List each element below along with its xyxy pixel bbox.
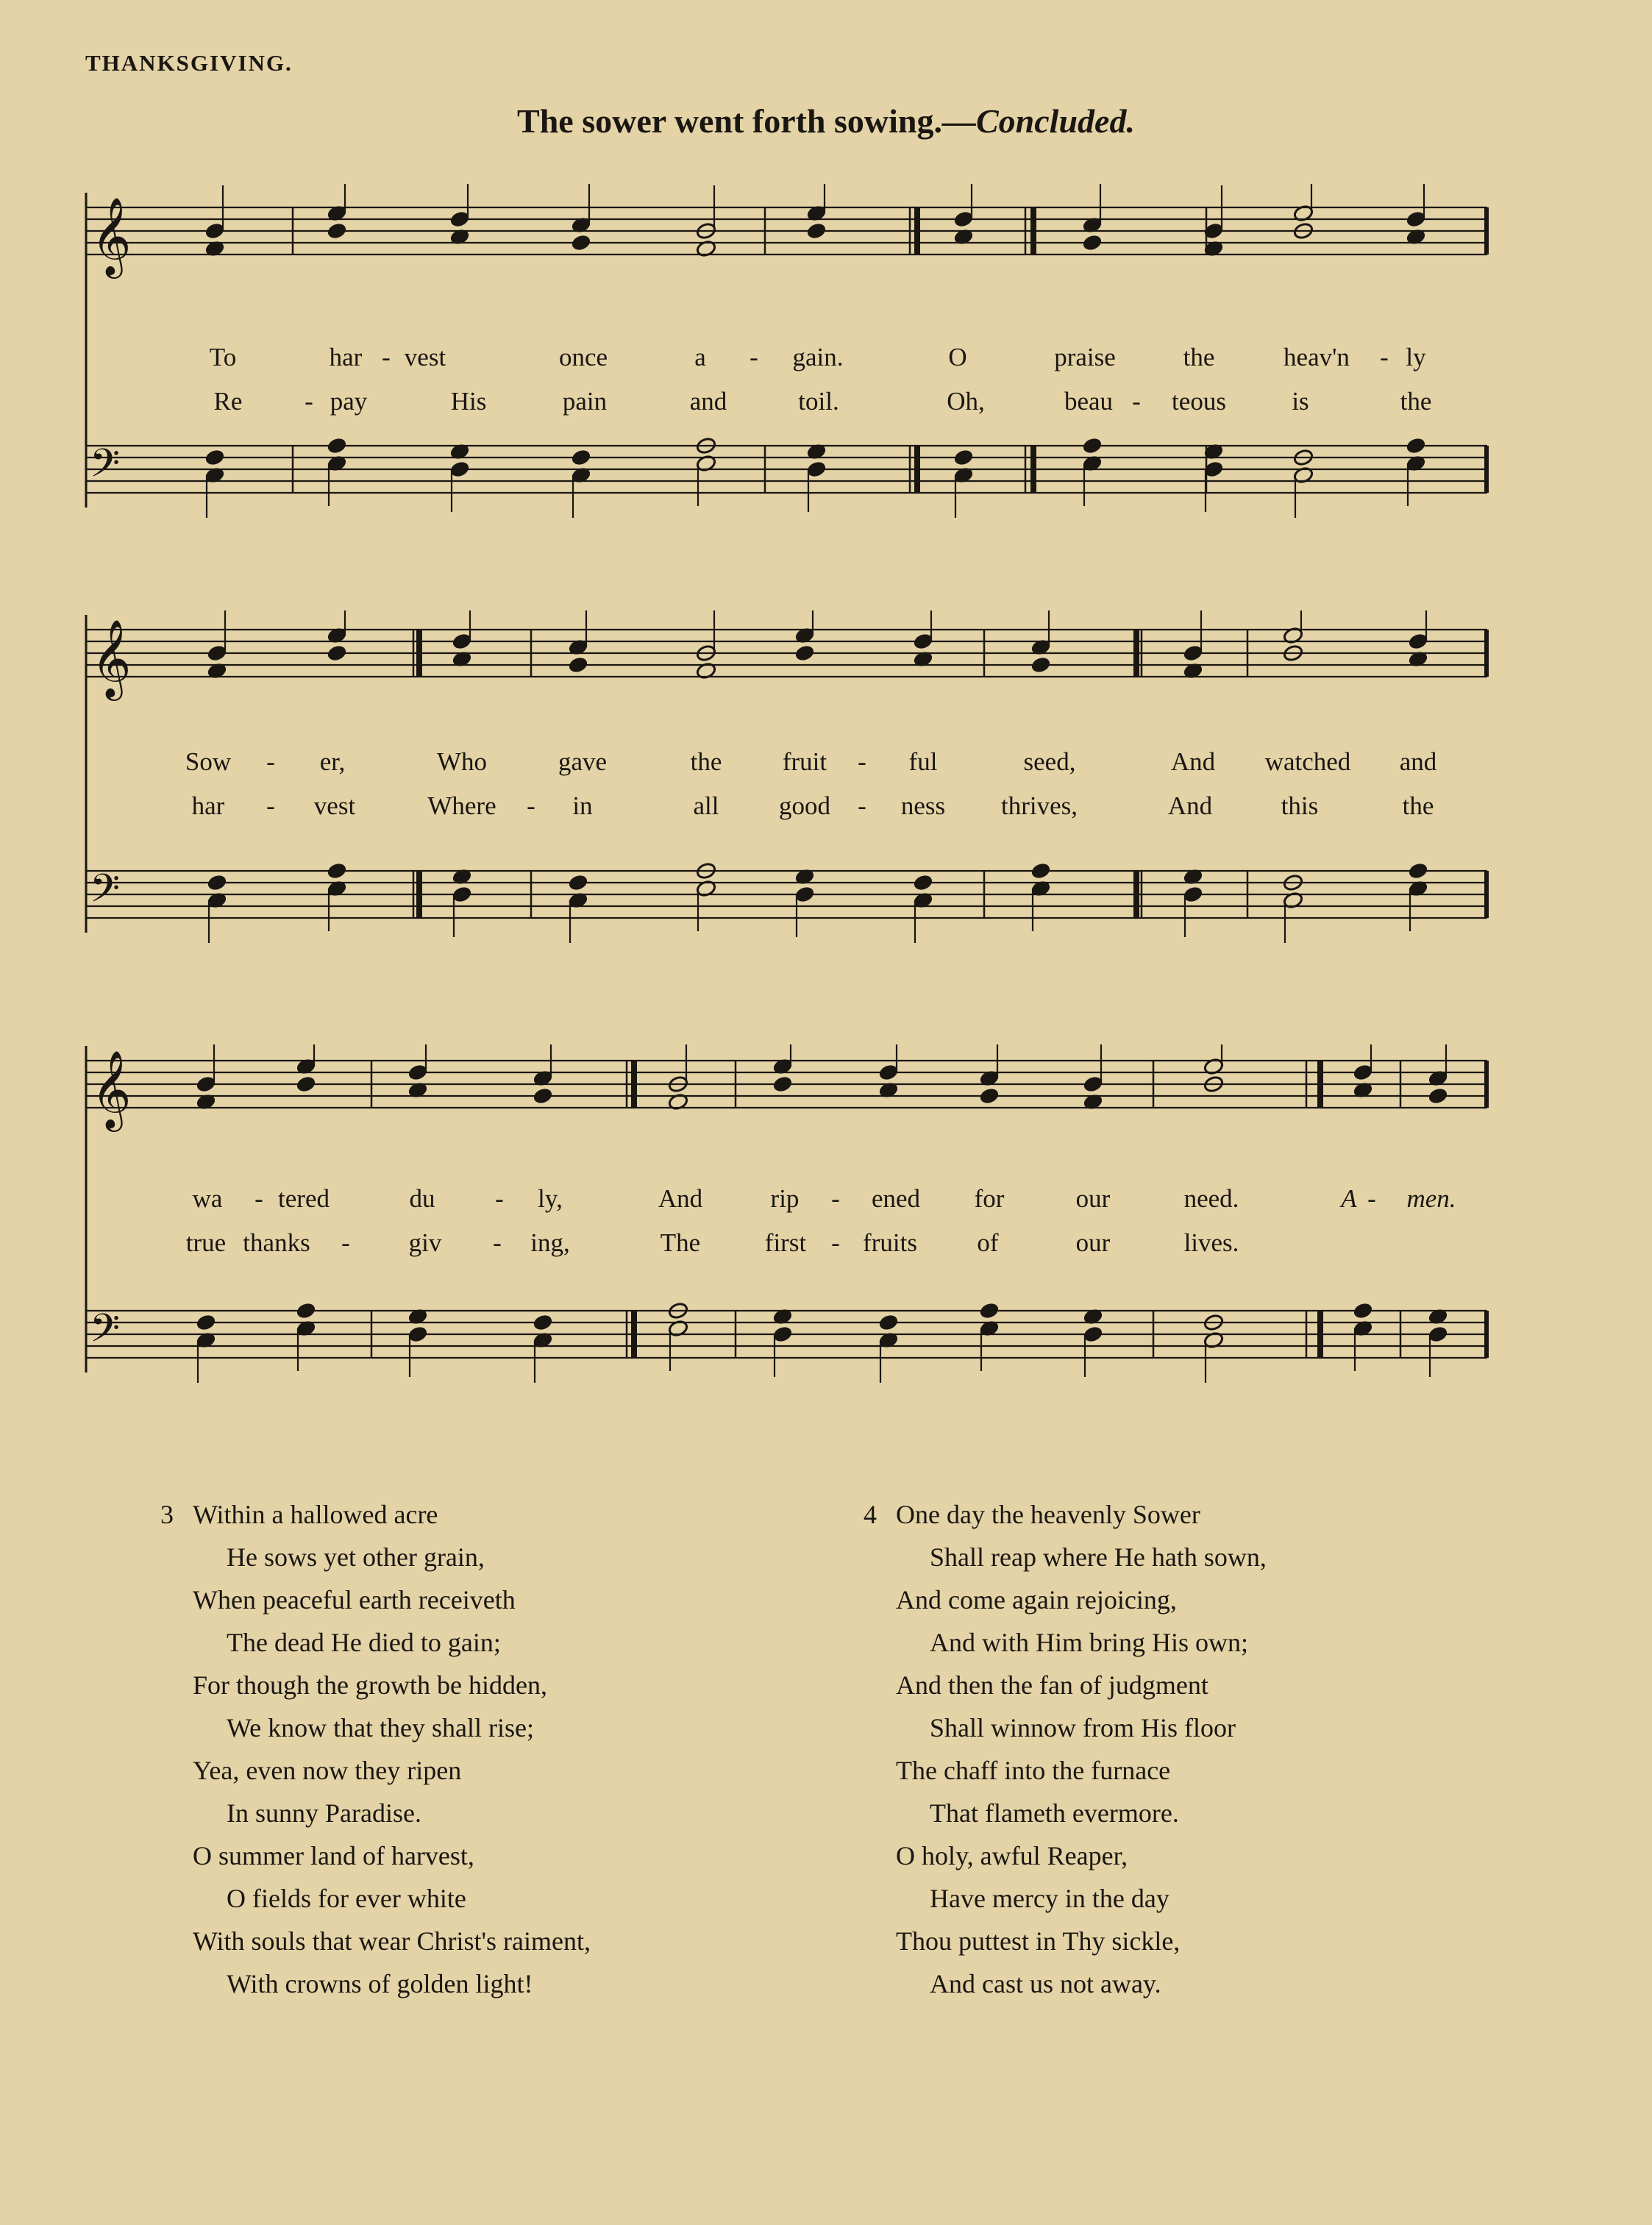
verse-line-text: We know that they shall rise;	[227, 1713, 535, 1742]
lyric-syllable: the	[1402, 791, 1434, 820]
verse-number: 4	[864, 1500, 877, 1529]
lyric-syllable: ly,	[538, 1184, 563, 1213]
lyric-syllable: Oh,	[947, 387, 985, 416]
lyric-line-2	[0, 387, 1652, 424]
lyric-syllable: tered	[278, 1184, 330, 1213]
verse-line-text: He sows yet other grain,	[227, 1542, 485, 1572]
verse-line	[193, 1664, 591, 1706]
hymn-title-main: The sower went forth sowing.	[517, 102, 942, 140]
lyric-syllable: And	[658, 1184, 703, 1213]
lyric-syllable: teous	[1172, 387, 1226, 416]
music-system-2	[0, 610, 1652, 1000]
quarter-note	[794, 644, 816, 663]
lyric-syllable: ful	[908, 747, 938, 776]
treble-clef-icon: 𝄞	[91, 619, 132, 697]
syllable-hyphen: -	[254, 1184, 263, 1213]
verse-line-text: With crowns of golden light!	[227, 1969, 533, 1998]
syllable-hyphen: -	[266, 747, 275, 776]
end-bar-line	[1484, 207, 1489, 254]
syllable-hyphen: -	[750, 343, 758, 371]
hymn-title-suffix: —Concluded.	[942, 102, 1135, 140]
lyric-syllable: true	[185, 1228, 227, 1257]
verse-line	[193, 1621, 591, 1664]
hymn-title	[0, 102, 1652, 140]
lyric-syllable: thrives,	[1000, 791, 1078, 820]
end-bar-line	[1484, 630, 1489, 677]
treble-clef-icon: 𝄞	[91, 196, 132, 275]
lyric-syllable: Re	[213, 387, 243, 416]
lyric-syllable: ness	[900, 791, 946, 820]
lyric-syllable: watched	[1264, 747, 1351, 776]
thick-bar-line	[1133, 630, 1139, 677]
lyric-syllable: the	[1183, 343, 1215, 371]
quarter-note	[1428, 1087, 1449, 1106]
lyric-syllable: har	[329, 343, 363, 371]
verse-line-text: And with Him bring His own;	[930, 1628, 1249, 1657]
lyric-syllable: The	[660, 1228, 701, 1257]
thick-bar-line	[631, 1311, 637, 1358]
bass-clef-icon: 𝄢	[90, 1306, 121, 1361]
quarter-note	[327, 222, 348, 241]
lyric-line-1	[0, 343, 1652, 380]
bass-clef-icon: 𝄢	[90, 866, 121, 921]
verse-line	[193, 1877, 591, 1920]
quarter-note	[1406, 437, 1427, 455]
syllable-hyphen: -	[266, 791, 275, 820]
syllable-hyphen: -	[305, 387, 313, 416]
verse-line	[193, 1749, 591, 1792]
quarter-note	[533, 1314, 554, 1332]
syllable-hyphen: -	[493, 1228, 502, 1257]
thick-bar-line	[416, 871, 422, 918]
lyric-syllable: fruit	[782, 747, 827, 776]
lyric-syllable: for	[974, 1184, 1005, 1213]
lyric-syllable: praise	[1054, 343, 1116, 371]
verse-line	[193, 1962, 591, 2005]
lyric-syllable: and	[689, 387, 727, 416]
lyric-syllable: toil.	[798, 387, 839, 416]
verse-line	[864, 1493, 1267, 1536]
lyric-syllable: once	[558, 343, 608, 371]
quarter-note	[1353, 1302, 1374, 1320]
verse-line-text: And cast us not away.	[930, 1969, 1161, 1998]
quarter-note	[1030, 862, 1052, 880]
lyric-syllable: vest	[404, 343, 446, 371]
verse-line-text: Shall reap where He hath sown,	[930, 1542, 1267, 1572]
lyric-syllable: beau	[1064, 387, 1114, 416]
thick-bar-line	[631, 1061, 637, 1108]
lyric-syllable: is	[1292, 387, 1309, 416]
verse-line	[896, 1578, 1267, 1621]
lyric-syllable: thanks	[243, 1228, 310, 1257]
lyric-syllable: To	[209, 343, 237, 371]
lyric-syllable: of	[977, 1228, 999, 1257]
syllable-hyphen: -	[858, 747, 866, 776]
quarter-note	[327, 644, 348, 663]
quarter-note	[1030, 656, 1052, 674]
verse-line	[896, 1792, 1267, 1834]
verse-line	[896, 1962, 1267, 2005]
lyric-syllable: the	[690, 747, 722, 776]
quarter-note	[1408, 862, 1429, 880]
verse-3	[160, 1493, 591, 2005]
lyric-syllable: lives.	[1183, 1228, 1239, 1257]
verse-line-text: The chaff into the furnace	[896, 1756, 1171, 1785]
lyric-syllable: pain	[562, 387, 608, 416]
thick-bar-line	[1317, 1061, 1323, 1108]
lyric-syllable: heav'n	[1283, 343, 1350, 371]
syllable-hyphen: -	[1380, 343, 1389, 371]
verse-line	[193, 1706, 591, 1749]
quarter-note	[327, 437, 348, 455]
music-system-3	[0, 1044, 1652, 1434]
quarter-note	[568, 656, 589, 674]
verse-line	[193, 1578, 591, 1621]
verse-4	[864, 1493, 1267, 2005]
bass-clef-icon: 𝄢	[90, 441, 121, 496]
verse-line	[896, 1706, 1267, 1749]
quarter-note	[571, 234, 592, 252]
lyric-syllable: Where	[427, 791, 496, 820]
verse-line-text: Yea, even now they ripen	[193, 1756, 462, 1785]
lyric-syllable: har	[191, 791, 225, 820]
syllable-hyphen: -	[831, 1228, 840, 1257]
verse-line	[896, 1621, 1267, 1664]
quarter-note	[204, 449, 226, 467]
verse-line-text: Shall winnow from His floor	[930, 1713, 1236, 1742]
quarter-note	[913, 874, 934, 892]
verse-line-text: One day the heavenly Sower	[896, 1500, 1200, 1529]
quarter-note	[979, 1087, 1000, 1106]
quarter-note	[1082, 234, 1103, 252]
lyric-syllable: er,	[319, 747, 346, 776]
lyric-syllable: O	[948, 343, 967, 371]
lyric-syllable: ing,	[530, 1228, 570, 1257]
quarter-note	[1082, 437, 1103, 455]
lyric-syllable: giv	[408, 1228, 442, 1257]
verse-line	[193, 1792, 591, 1834]
syllable-hyphen: -	[527, 791, 535, 820]
verse-line-text: When peaceful earth receiveth	[193, 1585, 516, 1615]
verse-line	[193, 1920, 591, 1962]
verse-line	[896, 1834, 1267, 1877]
treble-clef-icon: 𝄞	[91, 1050, 132, 1128]
lyric-syllable: A	[1341, 1184, 1357, 1213]
quarter-note	[296, 1302, 317, 1320]
quarter-note	[296, 1075, 317, 1094]
thick-bar-line	[1030, 446, 1036, 493]
quarter-note	[533, 1087, 554, 1106]
lyric-syllable: gave	[558, 747, 608, 776]
thick-bar-line	[416, 630, 422, 677]
end-bar-line	[1484, 871, 1489, 918]
lyric-syllable: His	[450, 387, 487, 416]
lyric-syllable: And	[1167, 791, 1213, 820]
lyric-syllable: and	[1399, 747, 1437, 776]
quarter-note	[878, 1314, 900, 1332]
quarter-note	[953, 449, 975, 467]
verse-line-text: The dead He died to gain;	[227, 1628, 501, 1657]
lyric-syllable: du	[409, 1184, 435, 1213]
verse-line-text: Thou puttest in Thy sickle,	[896, 1926, 1181, 1956]
syllable-hyphen: -	[1132, 387, 1141, 416]
lyric-syllable: our	[1075, 1228, 1111, 1257]
lyric-syllable: And	[1170, 747, 1216, 776]
verse-line	[896, 1877, 1267, 1920]
thick-bar-line	[1133, 871, 1139, 918]
lyric-syllable: need.	[1183, 1184, 1239, 1213]
verse-line	[160, 1493, 591, 1536]
lyric-syllable: pay	[330, 387, 368, 416]
verse-line-text: And come again rejoicing,	[896, 1585, 1177, 1615]
syllable-hyphen: -	[1367, 1184, 1376, 1213]
lyric-syllable: good	[779, 791, 830, 820]
verse-line	[896, 1749, 1267, 1792]
verse-line-text: That flameth evermore.	[930, 1798, 1179, 1828]
quarter-note	[207, 874, 228, 892]
verse-line	[896, 1536, 1267, 1578]
thick-bar-line	[1030, 207, 1036, 254]
quarter-note	[806, 222, 827, 241]
syllable-hyphen: -	[341, 1228, 350, 1257]
lyric-syllable: first	[764, 1228, 807, 1257]
verse-line-text: O holy, awful Reaper,	[896, 1841, 1128, 1870]
lyric-syllable: this	[1281, 791, 1319, 820]
lyric-line-2	[0, 791, 1652, 828]
lyric-syllable: our	[1075, 1184, 1111, 1213]
verse-line	[896, 1920, 1267, 1962]
syllable-hyphen: -	[831, 1184, 840, 1213]
lyric-syllable: Sow	[185, 747, 232, 776]
music-system-1	[0, 184, 1652, 574]
quarter-note	[196, 1314, 217, 1332]
syllable-hyphen: -	[858, 791, 866, 820]
verse-line-text: And then the fan of judgment	[896, 1670, 1208, 1700]
lyric-syllable: the	[1400, 387, 1432, 416]
lyric-syllable: all	[693, 791, 719, 820]
lyric-line-2	[0, 1228, 1652, 1265]
lyric-line-1	[0, 747, 1652, 784]
quarter-note	[327, 862, 348, 880]
end-bar-line	[1484, 446, 1489, 493]
verse-line-text: O fields for ever white	[227, 1884, 466, 1913]
quarter-note	[571, 449, 592, 467]
lyric-syllable: ened	[871, 1184, 921, 1213]
lyric-syllable: in	[572, 791, 593, 820]
lyric-syllable: rip	[770, 1184, 800, 1213]
verse-line-text: O summer land of harvest,	[193, 1841, 474, 1870]
lyric-syllable: men.	[1406, 1184, 1456, 1213]
lyric-line-1	[0, 1184, 1652, 1221]
end-bar-line	[1484, 1061, 1489, 1108]
lyric-syllable: fruits	[863, 1228, 917, 1257]
lyric-syllable: vest	[313, 791, 356, 820]
lyric-syllable: ly	[1406, 343, 1426, 371]
end-bar-line	[1484, 1311, 1489, 1358]
quarter-note	[979, 1302, 1000, 1320]
lyric-syllable: seed,	[1023, 747, 1076, 776]
syllable-hyphen: -	[495, 1184, 504, 1213]
verse-number: 3	[160, 1500, 174, 1529]
lyric-syllable: wa	[192, 1184, 223, 1213]
verse-line-text: For though the growth be hidden,	[193, 1670, 547, 1700]
section-header: THANKSGIVING.	[85, 50, 293, 76]
thick-bar-line	[914, 446, 920, 493]
quarter-note	[772, 1075, 794, 1094]
verse-line	[193, 1536, 591, 1578]
verse-line-text: In sunny Paradise.	[227, 1798, 421, 1828]
verse-line	[193, 1834, 591, 1877]
lyric-syllable: Who	[436, 747, 488, 776]
verse-line-text: With souls that wear Christ's raiment,	[193, 1926, 591, 1956]
thick-bar-line	[914, 207, 920, 254]
lyric-syllable: gain.	[792, 343, 844, 371]
verse-line-text: Have mercy in the day	[930, 1884, 1169, 1913]
verse-line-text: Within a hallowed acre	[193, 1500, 438, 1529]
verse-line	[896, 1664, 1267, 1706]
syllable-hyphen: -	[382, 343, 391, 371]
quarter-note	[568, 874, 589, 892]
lyric-syllable: a	[694, 343, 706, 371]
thick-bar-line	[1317, 1311, 1323, 1358]
